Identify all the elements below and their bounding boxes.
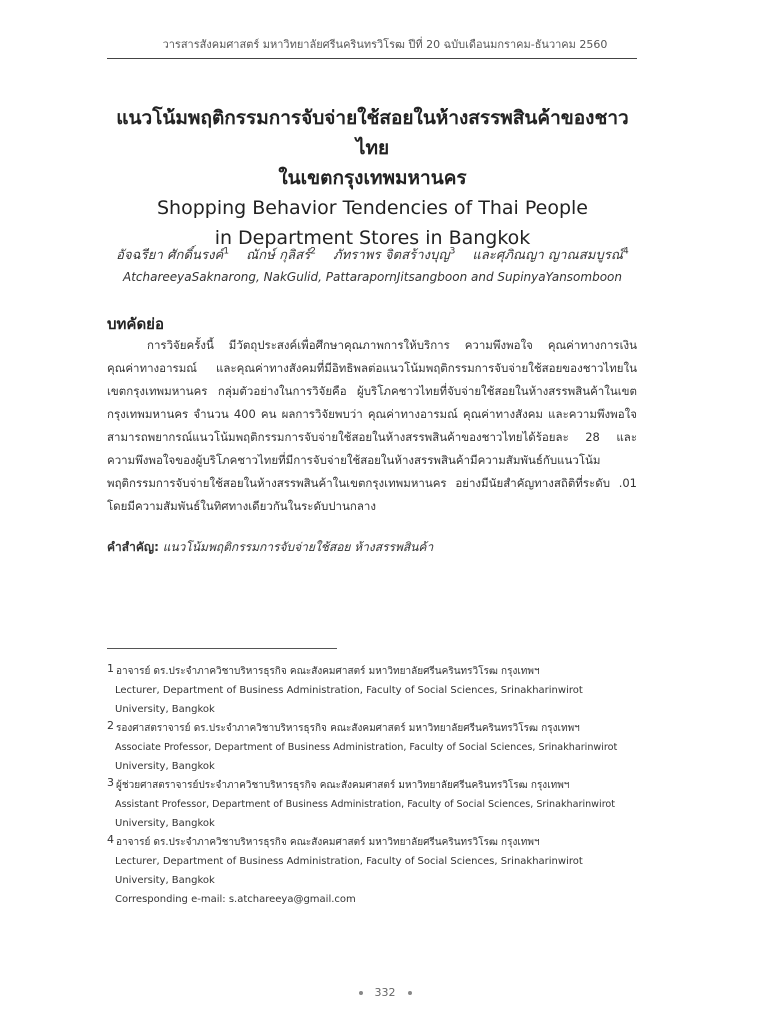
footnote-number: 3 — [107, 776, 114, 789]
author-4-note: 4 — [623, 246, 629, 257]
keywords — [107, 538, 433, 557]
header-divider — [107, 58, 637, 59]
footnote-number: 2 — [107, 719, 114, 732]
running-head: วารสารสังคมศาสตร์ มหาวิทยาลัยศรีนครินทรวิโรฒ ปีที่ 20 ฉบับเดือนมกราคม-ธันวาคม 2560 — [162, 38, 608, 51]
bullet-dot-icon — [408, 991, 412, 995]
author-2-note: 2 — [310, 246, 317, 257]
footnote-english-cont: University, Bangkok — [115, 704, 215, 715]
footnote-divider — [107, 648, 337, 649]
title-thai-line-1: แนวโน้มพฤติกรรมการจับจ่ายใช้สอยในห้างสรรพสินค้าของชาวไทย — [116, 107, 629, 159]
footnote-english: Assistant Professor, Department of Business Administration, Faculty of Social Sciences, Srinakharinwirot — [115, 799, 616, 810]
footnote — [107, 719, 647, 776]
footnote — [107, 662, 647, 719]
footnote-number: 1 — [107, 662, 114, 675]
author-1-note: 1 — [223, 246, 230, 257]
author-1: อัจฉรียา ศักดิ์นรงค์ — [116, 248, 224, 263]
footnotes — [107, 662, 647, 909]
author-4: และศุภิณญา ญาณสมบูรณ์ — [472, 248, 624, 263]
footnote-thai: อาจารย์ ดร.ประจำภาควิชาบริหารธุรกิจ คณะสังคมศาสตร์ มหาวิทยาลัยศรีนครินทรวิโรฒ กรุงเทพฯ — [116, 837, 540, 848]
corresponding-email: Corresponding e-mail: s.atchareeya@gmail.com — [115, 894, 356, 905]
footnote-english: Lecturer, Department of Business Administration, Faculty of Social Sciences, Srinakharinwirot — [115, 856, 583, 867]
bullet-dot-icon — [359, 991, 363, 995]
footnote-thai: รองศาสตราจารย์ ดร.ประจำภาควิชาบริหารธุรกิจ คณะสังคมศาสตร์ มหาวิทยาลัยศรีนครินทรวิโรฒ กรุงเทพฯ — [116, 723, 580, 734]
page-footer — [0, 986, 770, 999]
footnote-thai: อาจารย์ ดร.ประจำภาควิชาบริหารธุรกิจ คณะสังคมศาสตร์ มหาวิทยาลัยศรีนครินทรวิโรฒ กรุงเทพฯ — [116, 666, 540, 677]
article-title — [100, 103, 645, 253]
footnote-english-cont: University, Bangkok — [115, 818, 215, 829]
author-3-note: 3 — [449, 246, 456, 257]
keywords-text: แนวโน้มพฤติกรรมการจับจ่ายใช้สอย ห้างสรรพสินค้า — [162, 540, 434, 554]
footnote — [107, 776, 647, 833]
title-thai-line-2: ในเขตกรุงเทพมหานคร — [278, 167, 467, 189]
footnote-number: 4 — [107, 833, 114, 846]
keywords-label: คำสำคัญ: — [107, 540, 159, 554]
author-2: ณักษ์ กุลิสร์ — [246, 248, 311, 263]
footnote-english: Lecturer, Department of Business Administration, Faculty of Social Sciences, Srinakharinwirot — [115, 685, 583, 696]
footnote-english: Associate Professor, Department of Business Administration, Faculty of Social Sciences, Srinakharinwirot — [115, 742, 618, 753]
title-english-line-2: in Department Stores in Bangkok — [214, 227, 531, 249]
abstract-heading: บทคัดย่อ — [107, 315, 164, 333]
authors-english: AtchareeyaSaknarong, NakGulid, PattarapornJitsangboon and SupinyaYansomboon — [123, 270, 622, 284]
title-english-line-1: Shopping Behavior Tendencies of Thai People — [156, 197, 589, 219]
footnote-english-cont: University, Bangkok — [115, 875, 215, 886]
authors-thai — [100, 244, 645, 265]
footnote-thai: ผู้ช่วยศาสตราจารย์ประจำภาควิชาบริหารธุรกิจ คณะสังคมศาสตร์ มหาวิทยาลัยศรีนครินทรวิโรฒ กรุงเทพฯ — [116, 780, 570, 791]
footnote — [107, 833, 647, 909]
footnote-english-cont: University, Bangkok — [115, 761, 215, 772]
author-3: ภัทราพร จิตสร้างบุญ — [333, 248, 450, 263]
abstract-body: การวิจัยครั้งนี้ มีวัตถุประสงค์เพื่อศึกษาคุณภาพการให้บริการ ความพึงพอใจ คุณค่าทางการเงิน คุณค่าทางอารมณ์ และคุณค่าทางสังคมที่มีอิทธิพลต่อแนวโน้มพฤติกรรมการจับจ่ายใช้สอยของชาวไทยในเขตกรุงเทพมหานคร กลุ่มตัวอย่างในการวิจัยคือ ผู้บริโภคชาวไทยที่จับจ่ายใช้สอยในห้างสรรพสินค้าในเขตกรุงเทพมหานคร จำนวน 400 คน ผลการวิจัยพบว่า คุณค่าทางอารมณ์ คุณค่าทางสังคม และความพึงพอใจสามารถพยากรณ์แนวโน้มพฤติกรรมการจับจ่ายใช้สอยในห้างสรรพสินค้าของชาวไทยได้ร้อยละ 28 และความพึงพอใจของผู้บริโภคชาวไทยที่มีการจับจ่ายใช้สอยในห้างสรรพสินค้ามีความสัมพันธ์กับแนวโน้มพฤติกรรมการจับจ่ายใช้สอยในห้างสรรพสินค้าในเขตกรุงเทพมหานคร อย่างมีนัยสำคัญทางสถิติที่ระดับ .01 โดยมีความสัมพันธ์ในทิศทางเดียวกันในระดับปานกลาง — [107, 338, 637, 513]
page-number: 332 — [374, 986, 396, 999]
